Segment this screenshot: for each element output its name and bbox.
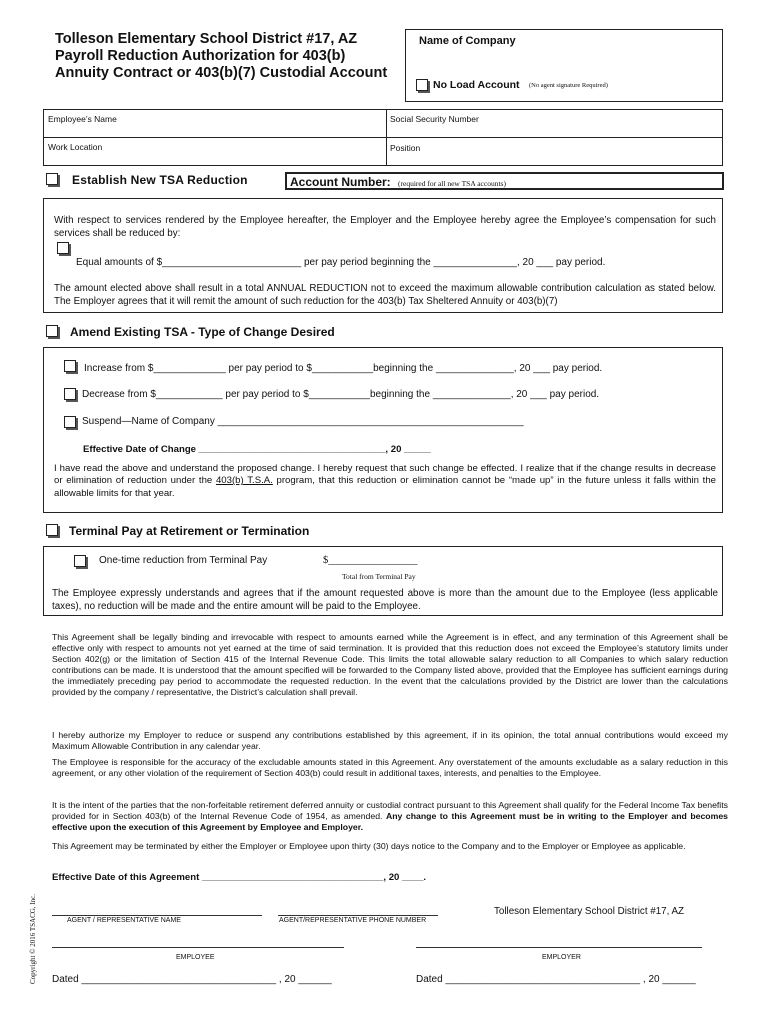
account-number-note: (required for all new TSA accounts) [398,179,506,188]
employer-signature-line[interactable] [416,947,702,948]
decrease-checkbox[interactable] [64,388,76,400]
terminal-heading: Terminal Pay at Retirement or Termination [69,524,310,538]
terms-paragraph-1: This Agreement shall be legally binding and irrevocable with respect to amounts earned while the Agreement is in effect, and any termination of this Agreement shall be effective only with respect to amounts not yet earned at the time of said termination. It is provided that this reduction does not exceed the Employee’s statutory limits under Section 402(g) or the limitation of Section 415 of the Internal Revenue Code. This limits the total allowable salary reduction to all Companies to which salary reduction contributions can be made. It is understood that the amount specified will be forwarded to the Company listed above, provided that the Employee has sufficient earnings during the immediately preceding pay period to accommodate the requested reduction. In the event that the calculations provided by the District are lower than the calculations provided by the company / representative, the District’s calculation shall prevail. [52,632,728,698]
copyright-notice: Copyright © 2016 TSACG, Inc. [29,894,37,984]
effective-change-line[interactable]: Effective Date of Change ___________________________________, 20 _____ [83,444,431,455]
terminal-amount-caption: Total from Terminal Pay [342,572,416,581]
equal-amounts-checkbox[interactable] [57,242,69,254]
amend-checkbox[interactable] [46,325,58,337]
title-line-3: Annuity Contract or 403(b)(7) Custodial Account [55,65,388,81]
terminal-understands: The Employee expressly understands and agrees that if the amount requested above is more than the amount due to the Employee (less applicable taxes), no reduction will be made and the entire amount will be paid to the Employee. [52,588,718,612]
agent-name-caption: AGENT / REPRESENTATIVE NAME [67,917,181,924]
terms-paragraph-2: I hereby authorize my Employer to reduce or suspend any contributions established by this agreement, if in its opinion, the total annual contributions would exceed my Maximum Allowable Contribution in any calendar year. [52,730,728,752]
employee-signature-line[interactable] [52,947,344,948]
employer-dated-line[interactable]: Dated ___________________________________ , 20 ______ [416,974,696,985]
title-line-1: Tolleson Elementary School District #17, AZ [55,31,358,47]
no-load-note: (No agent signature Required) [529,82,608,89]
establish-checkbox[interactable] [46,173,58,185]
amend-notice: I have read the above and understand the proposed change. I hereby request that such change be effected. I realize that if the change results in decrease or elimination of reduction under the 403(b) T.S.A. program, that this reduction or elimination cannot be “made up” in the future unless it falls within the allowable limits for that year. [54,463,716,499]
account-number-field[interactable] [285,172,724,190]
employee-dated-line[interactable]: Dated ___________________________________ , 20 ______ [52,974,332,985]
company-box[interactable] [405,29,723,102]
establish-heading: Establish New TSA Reduction [72,173,248,187]
one-time-label: One-time reduction from Terminal Pay [99,555,268,566]
agreement-effective-line[interactable]: Effective Date of this Agreement __________________________________, 20 ____. [52,872,427,883]
agent-phone-line[interactable] [278,915,438,916]
district-name: Tolleson Elementary School District #17, AZ [494,906,685,917]
employer-caption: EMPLOYER [542,954,581,961]
one-time-checkbox[interactable] [74,555,86,567]
equal-amounts-line[interactable]: Equal amounts of $_________________________ per pay period beginning the _______________, 20 ___ pay period. [76,257,606,268]
no-load-label: No Load Account [433,79,520,91]
agent-name-line[interactable] [52,915,262,916]
suspend-line[interactable]: Suspend—Name of Company _______________________________________________________ [82,416,524,427]
position-field[interactable]: Position [390,143,421,153]
annual-reduction-text: The amount elected above shall result in a total ANNUAL REDUCTION not to exceed the maximum allowable contribution calculation as stated below. The Employer agrees that it will remit the amount of such reduction for the 403(b) Tax Sheltered Annuity or 403(b)(7) [54,283,716,307]
employee-name-field[interactable]: Employee’s Name [48,114,117,124]
decrease-line[interactable]: Decrease from $____________ per pay period to $___________beginning the ______________, 20 ___ pay period. [82,389,600,400]
terms-paragraph-3: The Employee is responsible for the accuracy of the excludable amounts stated in this Agreement. Any overstatement of the amounts excludable as a salary reduction in this agreement, or any other violation of the requirement of Section 403(b) could result in additional taxes, interests, and penalties to the Employee. [52,757,728,779]
agent-phone-caption: AGENT/REPRESENTATIVE PHONE NUMBER [279,917,427,924]
account-number-label: Account Number: [290,175,391,189]
no-load-checkbox[interactable] [416,79,428,91]
company-label: Name of Company [419,35,516,47]
increase-line[interactable]: Increase from $_____________ per pay period to $___________beginning the ______________, 20 ___ pay period. [84,363,603,374]
terms-paragraph-4: It is the intent of the parties that the non-forfeitable retirement deferred annuity or custodial contract pursuant to this Agreement shall qualify for the Federal Income Tax benefits provided for in Section 403(b) of the Internal Revenue Code of 1954, as amended. Any change to this Agreement must be in writing to the Employer and becomes effective upon the execution of this Agreement by Employee and Employer. [52,800,728,833]
increase-checkbox[interactable] [64,360,76,372]
ssn-field[interactable]: Social Security Number [390,114,479,124]
form-title [55,31,415,82]
establish-box [43,198,723,313]
amend-box [43,347,723,513]
establish-intro: With respect to services rendered by the Employee hereafter, the Employer and the Employee hereby agree the Employee’s compensation for such services shall be reduced by: [54,215,716,239]
terminal-checkbox[interactable] [46,524,58,536]
work-location-field[interactable]: Work Location [48,142,103,152]
suspend-checkbox[interactable] [64,416,76,428]
terminal-amount-field[interactable]: $_________________ [323,555,418,566]
tsa-underlined: 403(b) T.S.A. [215,475,273,487]
terminal-box [43,546,723,616]
title-line-2: Payroll Reduction Authorization for 403(b) [55,48,346,64]
terms-paragraph-5: This Agreement may be terminated by either the Employer or Employee upon thirty (30) days notice to the Company and to the Employer or Employee as applicable. [52,841,686,851]
amend-heading: Amend Existing TSA - Type of Change Desired [70,325,335,339]
employee-caption: EMPLOYEE [176,954,215,961]
